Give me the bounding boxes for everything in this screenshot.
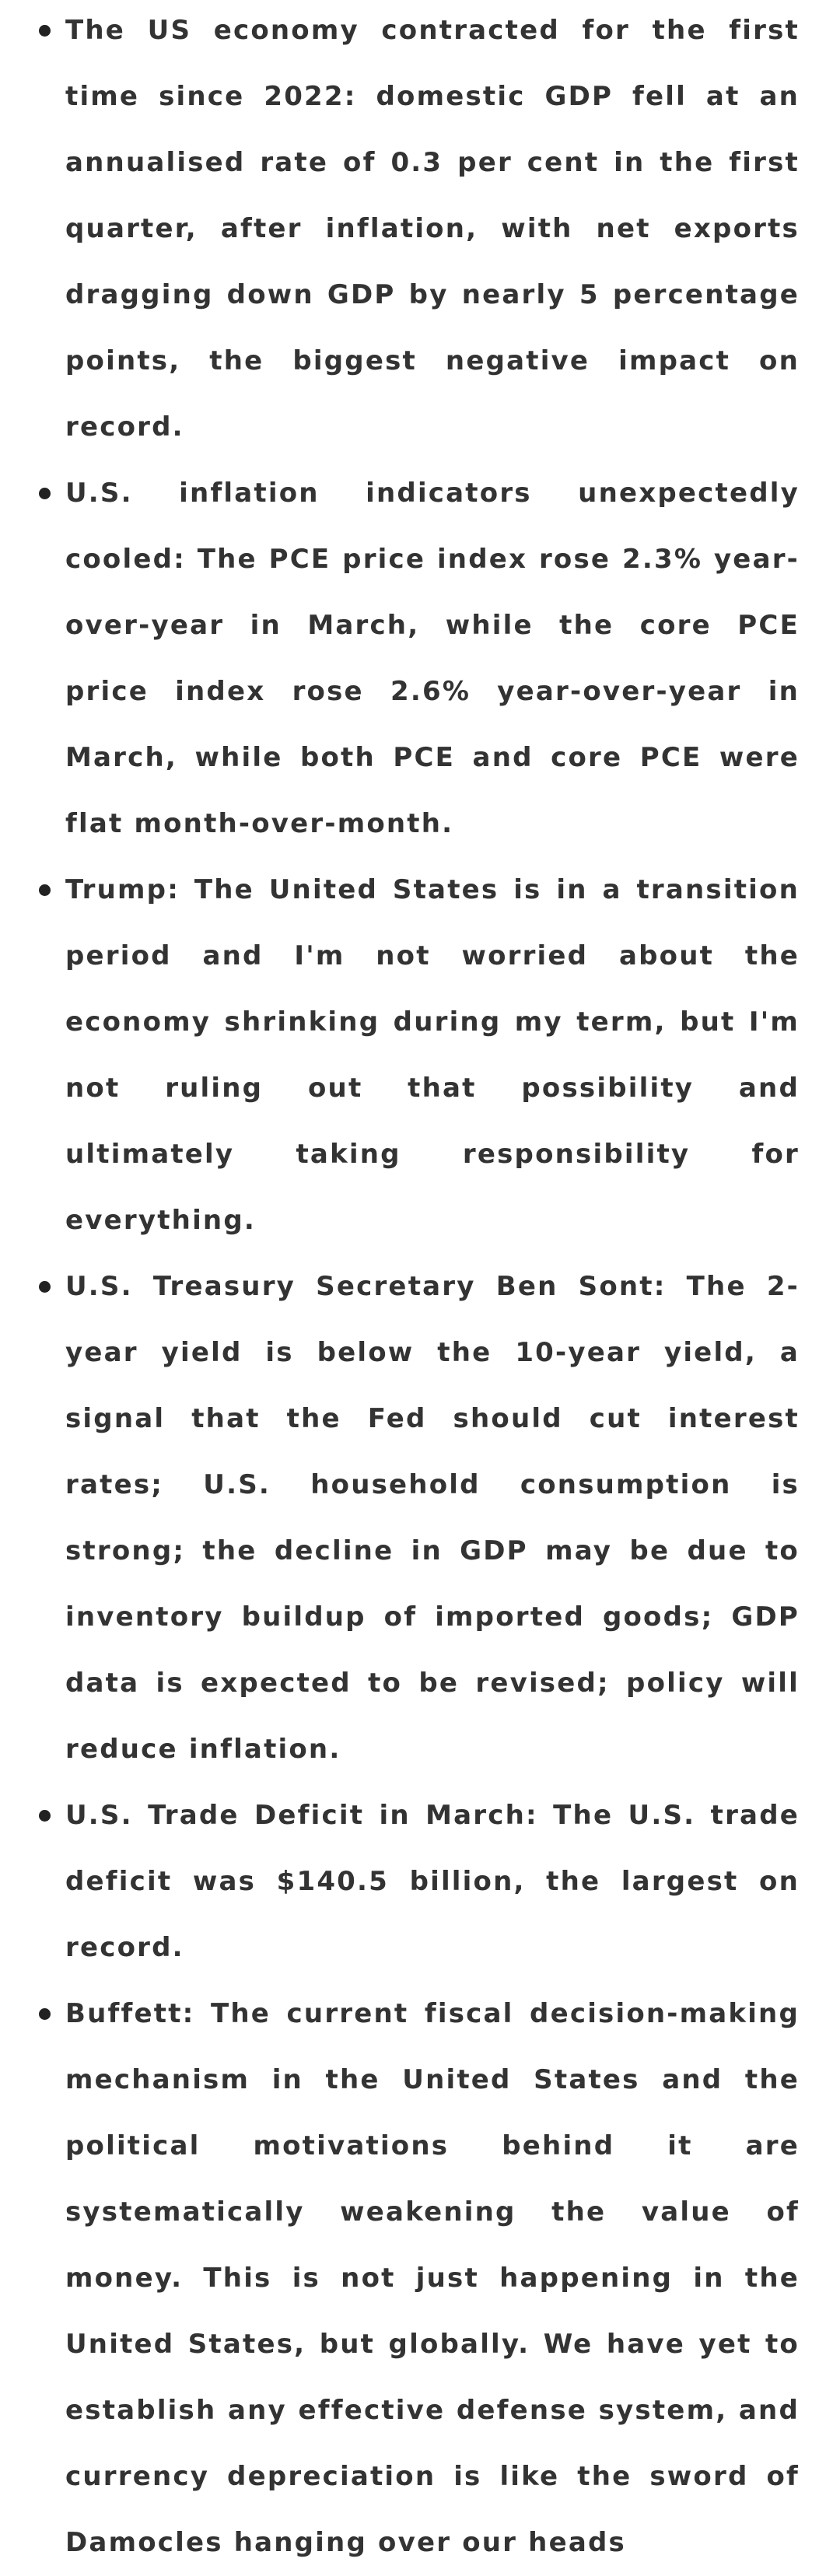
list-item — [0, 0, 840, 460]
bullet-icon — [39, 488, 51, 499]
bullet-icon — [39, 884, 51, 896]
list-item — [0, 1254, 840, 1783]
list-item — [0, 460, 840, 857]
list-item-text: U.S. Treasury Secretary Ben Sont: The 2-year yield is below the 10-year yield, a signal that the Fed should cut interest rates; U.S. household consumption is strong; the decline in GDP may be due to inventory buildup of imported goods; GDP data is expected to be revised; policy will reduce inflation. — [65, 1271, 800, 1765]
list-item-text: The US economy contracted for the first time since 2022: domestic GDP fell at an annualised rate of 0.3 per cent in the first quarter, after inflation, with net exports dragging down GDP by nearly 5 percentage points, the biggest negative impact on record. — [65, 15, 800, 443]
bullet-icon — [39, 1810, 51, 1822]
bullet-icon — [39, 1281, 51, 1293]
list-item-text: Trump: The United States is in a transition period and I'm not worried about the economy shrinking during my term, but I'm not ruling out that possibility and ultimately taking responsibility for everything. — [65, 874, 800, 1236]
list-item-text: U.S. Trade Deficit in March: The U.S. trade deficit was $140.5 billion, the largest on record. — [65, 1800, 800, 1963]
bullet-icon — [39, 25, 51, 37]
bullet-icon — [39, 2008, 51, 2020]
list-item — [0, 1783, 840, 1981]
list-item-text: Buffett: The current fiscal decision-making mechanism in the United States and the political motivations behind it are systematically weakening the value of money. This is not just happening in the United States, but globally. We have yet to establish any effective defense system, and currency depreciation is like the sword of Damocles hanging over our heads — [65, 1998, 800, 2558]
list-item — [0, 857, 840, 1254]
list-item — [0, 1981, 840, 2576]
list-item-text: U.S. inflation indicators unexpectedly cooled: The PCE price index rose 2.3% year-over-year in March, while the core PCE price index rose 2.6% year-over-year in March, while both PCE and core PCE were flat month-over-month. — [65, 478, 800, 839]
